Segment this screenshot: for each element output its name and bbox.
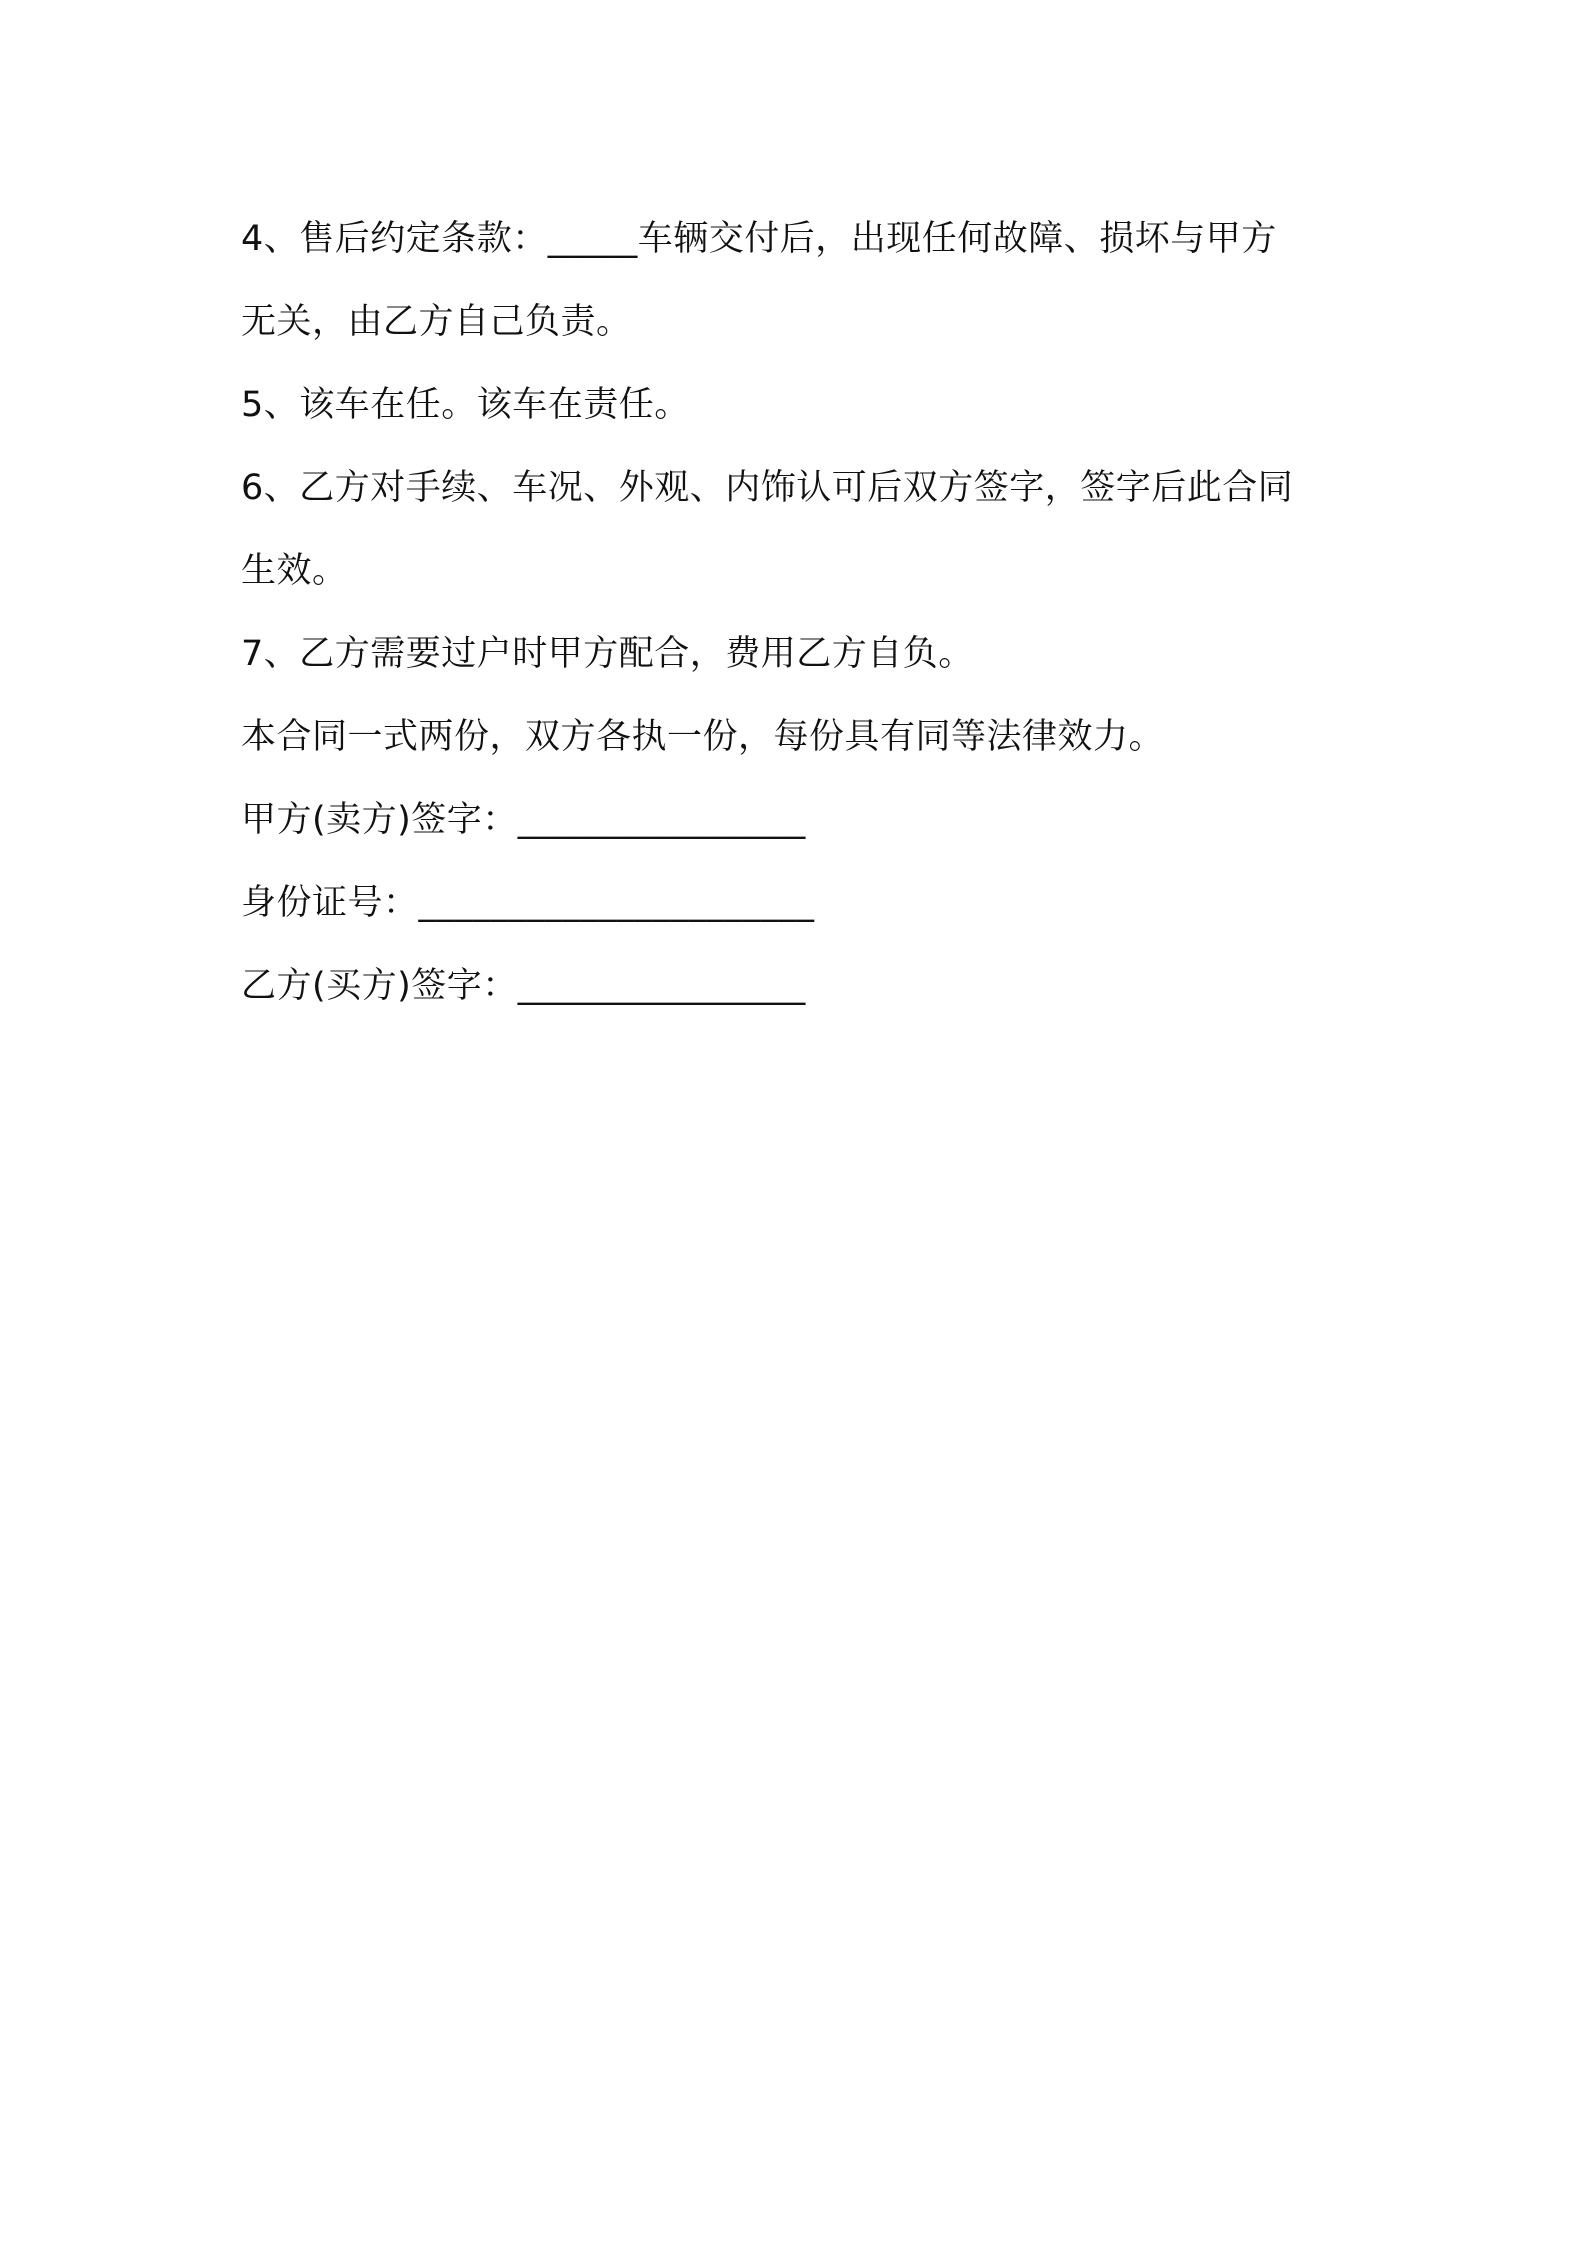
clause-4-line-2: 无关，由乙方自己负责。	[241, 302, 632, 342]
clause-7: 7、乙方需要过户时甲方配合，费用乙方自负。	[241, 634, 974, 674]
clause-6-line-2: 生效。	[241, 551, 348, 591]
clause-5: 5、该车在任。该车在责任。	[241, 385, 690, 425]
clause-6-line-1: 6、乙方对手续、车况、外观、内饰认可后双方签字，签字后此合同	[241, 468, 1294, 508]
copies-statement: 本合同一式两份，双方各执一份，每份具有同等法律效力。	[241, 717, 1165, 757]
buyer-signature-line: 乙方(买方)签字：________________	[241, 966, 806, 1006]
clause-4-line-1: 4、售后约定条款：_____车辆交付后，出现任何故障、损坏与甲方	[241, 219, 1277, 259]
id-number-line: 身份证号：______________________	[241, 883, 815, 923]
document-body	[241, 198, 1361, 1028]
seller-signature-line: 甲方(卖方)签字：________________	[241, 800, 806, 840]
